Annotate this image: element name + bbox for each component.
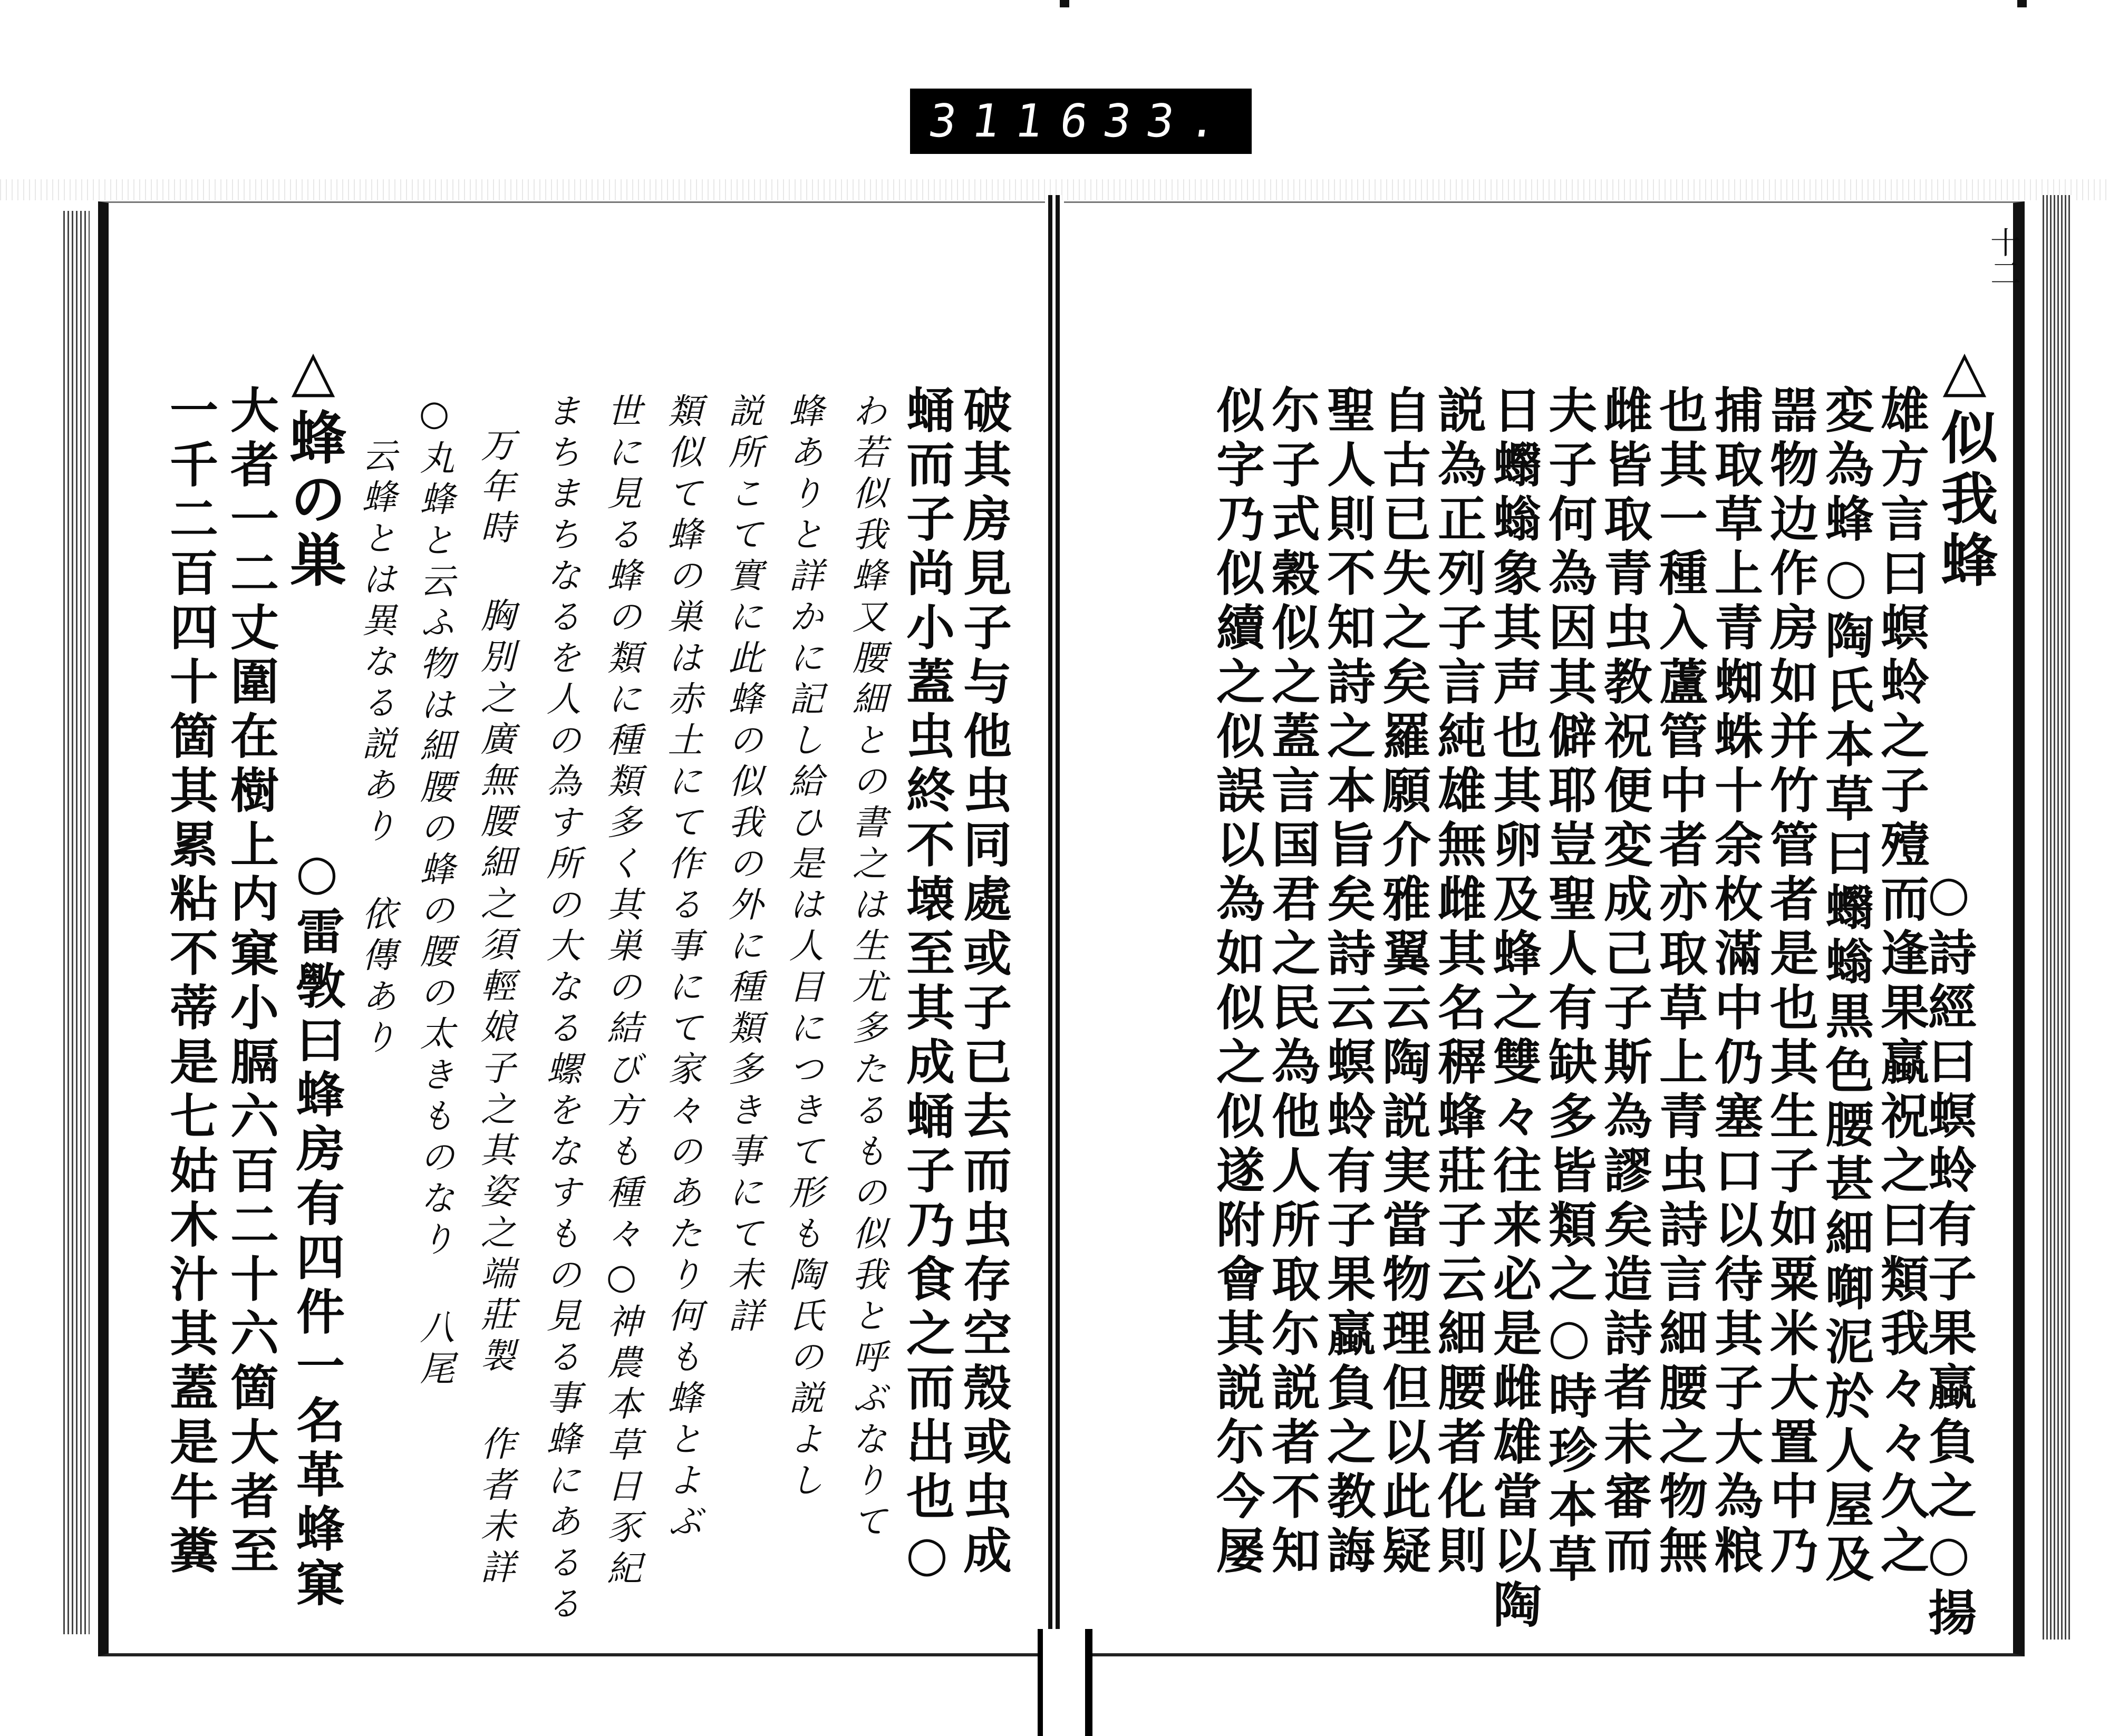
binding-mark [2017, 0, 2027, 7]
book-gutter-foot [1038, 1629, 1092, 1736]
text-column: 也其一種入蘆管中者亦取草上青虫詩言細腰之物無 [1651, 385, 1708, 1579]
handwritten-note-column: 蜂ありと詳かに記し給ひ是は人目につきて形も陶氏の説よし [783, 393, 824, 1503]
handwritten-note-column: 云蜂とは異なる説あり 依傳あり [356, 438, 396, 1060]
text-column: 夫子何為因其僻耶豈聖人有缺多皆類之○時珍本草 [1541, 385, 1598, 1588]
text-column: 破其房見子与他虫同處或子已去而虫存空殼或虫成 [955, 385, 1012, 1579]
book-gutter [1048, 195, 1062, 1736]
text-column: 聖人則不知詩之本旨矣詩云螟蛉有子果蠃負之教誨 [1319, 385, 1376, 1579]
text-column: 雄方言曰螟蛉之子殪而逢果蠃祝之曰類我々々久之 [1873, 385, 1930, 1579]
handwritten-note-column: 類似て蜂の巣は赤土にて作る事にて家々のあたり何も蜂とよぶ [662, 393, 702, 1544]
text-column: 一千二百四十箇其累粘不蒂是七姑木汁其蓋是牛糞 [162, 385, 219, 1579]
binding-mark [1060, 0, 1069, 7]
text-column: 雌皆取青虫教祝便変成己子斯為謬矣造詩者未審而 [1596, 385, 1653, 1579]
handwritten-note-column: 世に見る蜂の類に種類多く其巣の結び方も種々○神農本草日豕紀 [601, 393, 642, 1591]
text-column: ○詩經曰螟蛉有子果蠃負之○揚 [1920, 865, 1977, 1642]
handwritten-note-column: 万年時 胸別之廣無腰細之須輕娘子之其姿之端莊製 作者未詳 [475, 427, 515, 1590]
text-column: 説為正列子言純雄無雌其名稺蜂莊子云細腰者化則 [1430, 385, 1487, 1579]
handwritten-note-column: まちまちなるを人の為す所の大なる螺をなすもの見る事蜂にあるる [540, 393, 581, 1626]
text-column: 自古已失之矣羅願介雅翼云陶説実當物理但以此疑 [1375, 385, 1431, 1579]
section-heading: △蜂の巣 [280, 337, 346, 591]
handwritten-note-column: わ若似我蜂又腰細との書之は生尤多たるもの似我と呼ぶなりて [846, 393, 887, 1544]
text-column: 大者一二丈圍在樹上内窠小膈六百二十六箇大者至 [222, 385, 279, 1579]
text-column: 変為蜂○陶氏本草曰蠮螉黒色腰甚細啣泥於人屋及 [1817, 385, 1874, 1588]
text-column: ○雷斆曰蜂房有四件一名革蜂窠 [288, 843, 345, 1612]
folio-number: 十二 [1985, 227, 2021, 288]
page-edge [2040, 195, 2072, 1640]
handwritten-note-column: ○丸蜂と云ふ物は細腰の蜂の腰の太きものなり 八尾 [414, 393, 454, 1391]
text-column: 日蠮螉象其声也其卵及蜂之雙々往来必是雌雄當以陶 [1485, 385, 1542, 1634]
call-number-part: 311 [925, 95, 1062, 148]
call-number-label [910, 89, 1252, 154]
call-number-part: 633. [1056, 95, 1237, 148]
text-column: 似字乃似續之似誤以為如似之似遂附會其説尓今屡 [1208, 385, 1265, 1579]
section-heading: △似我蜂 [1931, 337, 1998, 591]
text-column: 蛹而子尚小蓋虫終不壊至其成蛹子乃食之而出也○ [898, 385, 955, 1588]
page-edge [63, 211, 90, 1634]
text-column: 噐物边作房如并竹管者是也其生子如粟米大置中乃 [1762, 385, 1819, 1579]
text-column: 尓子式穀似之蓋言国君之民為他人所取尓説者不知 [1264, 385, 1321, 1579]
text-column: 捕取草上青蜘蛛十余枚滿中仍塞口以待其子大為粮 [1707, 385, 1764, 1579]
handwritten-note-column: 説所こて實に此蜂の似我の外に種類多き事にて未詳 [722, 393, 763, 1339]
